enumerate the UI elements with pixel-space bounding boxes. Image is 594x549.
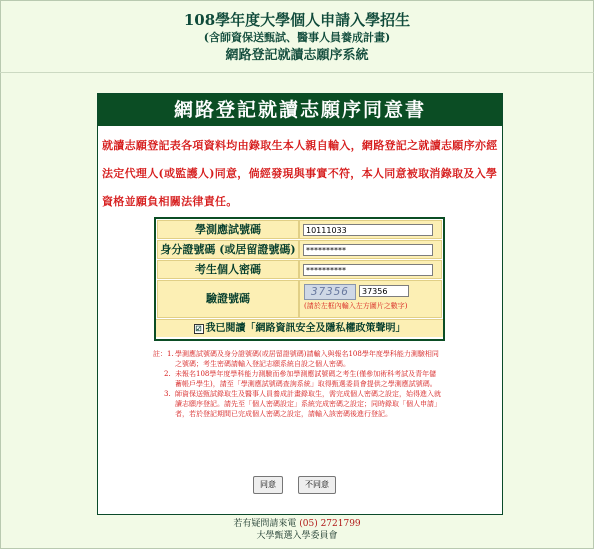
note-text: 未報名108學年度學科能力測驗而參加學測應試號碼之考生(僅參加術科考試及青年儲蓄帳戶學生)，請至「學測應試號碼查詢系統」取得甄選委員會提供之學測應試號碼。 bbox=[175, 370, 437, 388]
header-divider bbox=[0, 72, 594, 73]
privacy-agree-row[interactable] bbox=[156, 319, 443, 337]
note-number: 3. bbox=[164, 390, 171, 398]
footer-contact-prefix: 若有疑問請來電 bbox=[233, 519, 297, 529]
note-number: 2. bbox=[164, 370, 171, 378]
login-form bbox=[154, 217, 445, 341]
panel-title: 網路登記就讀志願序同意書 bbox=[98, 94, 502, 126]
agree-button[interactable]: 同意 bbox=[253, 476, 283, 494]
id-number-cell bbox=[299, 240, 442, 259]
id-number-label: 身分證號碼 (或居留證號碼) bbox=[157, 240, 299, 259]
password-label: 考生個人密碼 bbox=[157, 260, 299, 279]
privacy-agree-label: 我已閱讀「網路資訊安全及隱私權政策聲明」 bbox=[205, 323, 406, 334]
note-prefix: 註：1. bbox=[153, 350, 174, 358]
action-buttons bbox=[0, 476, 594, 494]
notes-section bbox=[153, 349, 443, 419]
captcha-cell bbox=[299, 280, 442, 318]
password-input[interactable]: ********** bbox=[303, 264, 433, 276]
privacy-checkbox[interactable]: ☑ bbox=[195, 323, 202, 333]
header-title: 108學年度大學個人申請入學招生 bbox=[183, 11, 411, 29]
row-id-number bbox=[156, 239, 443, 259]
note-text: 師資保送甄試錄取生及醫事人員養成計畫錄取生，需完成個人密碼之設定，始得進入就讀志願序登記。請先至「個人密碼設定」系統完成密碼之設定；同時錄取「個人申請」者，若於登記期間已完成個人密碼之設定，請輸入該密碼後進行登記。 bbox=[175, 390, 441, 418]
note-text: 學測應試號碼及身分證號碼(或居留證號碼)請輸入與報名108學年度學科能力測驗相同之號碼；考生密碼請輸入登記志願系統自設之個人密碼。 bbox=[175, 350, 439, 368]
exam-id-cell bbox=[299, 220, 442, 239]
exam-id-label: 學測應試號碼 bbox=[157, 220, 299, 239]
row-password bbox=[156, 259, 443, 279]
page-header bbox=[0, 0, 594, 74]
consent-statement: 就讀志願登記表各項資料均由錄取生本人親自輸入，網路登記之就讀志願序亦經法定代理人(或監護人)同意，倘經發現與事實不符，本人同意被取消錄取及入學資格並願負相關法律責任。 bbox=[102, 139, 498, 208]
captcha-image: 37356 bbox=[304, 284, 356, 300]
note-item bbox=[153, 349, 443, 369]
note-item bbox=[153, 389, 443, 419]
id-number-input[interactable]: ********** bbox=[303, 244, 433, 256]
captcha-input[interactable]: 37356 bbox=[359, 285, 409, 297]
header-system-name: 網路登記就讀志願序系統 bbox=[225, 48, 369, 63]
row-exam-id bbox=[156, 219, 443, 239]
footer-phone: (05) 2721799 bbox=[299, 519, 361, 529]
header-subtitle: (含師資保送甄試、醫事人員養成計畫) bbox=[203, 31, 391, 44]
captcha-hint: (請於左框內輸入左方圖片之數字) bbox=[304, 302, 408, 310]
note-item bbox=[153, 369, 443, 389]
row-captcha bbox=[156, 279, 443, 319]
exam-id-input[interactable]: 10111033 bbox=[303, 224, 433, 236]
footer-organization: 大學甄選入學委員會 bbox=[256, 531, 338, 541]
disagree-button[interactable]: 不同意 bbox=[298, 476, 336, 494]
password-cell bbox=[299, 260, 442, 279]
captcha-label: 驗證號碼 bbox=[157, 280, 299, 318]
